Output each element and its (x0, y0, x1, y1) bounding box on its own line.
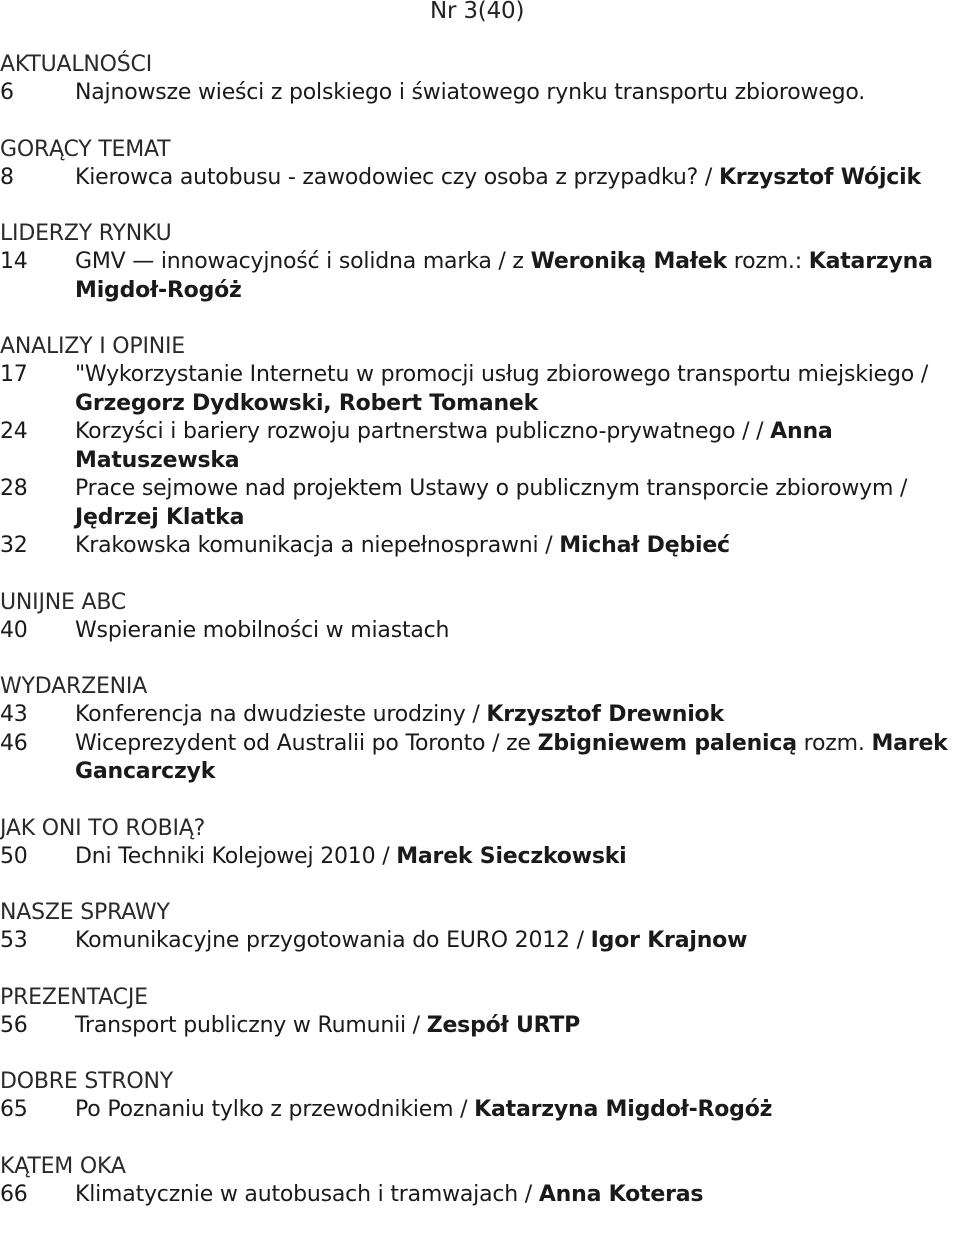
section-title: WYDARZENIA (0, 674, 148, 699)
article-author: Anna Koteras (538, 1181, 704, 1207)
interviewer: Katarzyna Migdoł-Rogóż (75, 249, 933, 303)
interviewer-prefix: rozm. (803, 730, 865, 756)
page-number: 56 (0, 1012, 28, 1038)
section-title: KĄTEM OKA (0, 1153, 126, 1179)
page-number: 28 (0, 476, 28, 501)
article-author: Anna Matuszewska (75, 419, 833, 473)
section-title: LIDERZY RYNKU (0, 221, 172, 246)
page-number: 46 (0, 730, 28, 756)
section-liderzy-rynku (0, 219, 960, 305)
toc-entry[interactable] (0, 1012, 960, 1041)
article-author: Marek Sieczkowski (396, 843, 627, 869)
section-goracy-temat (0, 135, 960, 193)
section-wydarzenia (0, 672, 960, 787)
section-title: GORĄCY TEMAT (0, 136, 171, 162)
section-katem-oka (0, 1152, 960, 1210)
section-title: AKTUALNOŚCI (0, 52, 153, 77)
section-title: ANALIZY I OPINIE (0, 334, 186, 359)
toc-entry[interactable] (0, 532, 960, 561)
section-prezentacje (0, 983, 960, 1041)
article-title: Korzyści i bariery rozwoju partnerstwa publiczno-prywatnego / / Anna Matuszewska (75, 419, 833, 473)
section-aktualnosci (0, 50, 960, 108)
toc-entry[interactable] (0, 1096, 960, 1125)
article-author: Michał Dębieć (559, 533, 730, 558)
article-title: Najnowsze wieści z polskiego i światowego rynku transportu zbiorowego. (75, 80, 866, 105)
article-title: Konferencja na dwudzieste urodziny / Krzysztof Drewniok (75, 702, 724, 727)
page-number: 32 (0, 533, 28, 558)
page-number: 6 (0, 80, 14, 105)
toc-entry[interactable] (0, 927, 960, 956)
section-nasze-sprawy (0, 898, 960, 956)
page-number: 50 (0, 843, 28, 869)
article-author: Krzysztof Drewniok (486, 702, 724, 727)
article-title: Klimatycznie w autobusach i tramwajach / Anna Koteras (75, 1181, 704, 1207)
section-title: JAK ONI TO ROBIĄ? (0, 815, 206, 841)
article-title: GMV — innowacyjność i solidna marka / z Weroniką Małek rozm.: Katarzyna Migdoł-Rogóż (75, 249, 933, 303)
issue-number: Nr 3(40) (430, 0, 525, 24)
toc-entry[interactable] (0, 617, 960, 646)
toc-entry[interactable] (0, 418, 960, 475)
toc-entry[interactable] (0, 79, 960, 108)
page-number: 40 (0, 617, 28, 643)
article-title: "Wykorzystanie Internetu w promocji usług zbiorowego transportu miejskiego / Grzegorz Dydkowski, Robert Tomanek (75, 362, 929, 416)
section-jak-oni-to-robia (0, 814, 960, 872)
toc-entry[interactable] (0, 361, 960, 418)
toc-entry[interactable] (0, 701, 960, 730)
article-author: Grzegorz Dydkowski, Robert Tomanek (75, 390, 539, 416)
page-number: 14 (0, 249, 28, 274)
page-number: 65 (0, 1097, 28, 1122)
article-author: Jędrzej Klatka (75, 504, 245, 530)
article-author: Katarzyna Migdoł-Rogóż (474, 1097, 773, 1122)
article-title: Po Poznaniu tylko z przewodnikiem / Katarzyna Migdoł-Rogóż (75, 1097, 773, 1122)
toc-entry[interactable] (0, 475, 960, 532)
section-title: DOBRE STRONY (0, 1069, 174, 1094)
page-number: 8 (0, 164, 14, 190)
table-of-contents (0, 50, 960, 1236)
article-author: Zespół URTP (426, 1012, 581, 1038)
toc-entry[interactable] (0, 164, 960, 193)
toc-entry[interactable] (0, 843, 960, 872)
page-number: 24 (0, 419, 28, 444)
article-title: Wspieranie mobilności w miastach (75, 617, 450, 643)
article-author: Zbigniewem palenicą (537, 730, 797, 756)
page-number: 43 (0, 702, 28, 727)
section-title: UNIJNE ABC (0, 589, 127, 615)
toc-entry[interactable] (0, 1181, 960, 1210)
toc-entry[interactable] (0, 248, 960, 305)
interviewer-prefix: rozm.: (733, 249, 802, 274)
article-author: Weroniką Małek (530, 249, 727, 274)
section-title: NASZE SPRAWY (0, 900, 170, 925)
article-title: Dni Techniki Kolejowej 2010 / Marek Sieczkowski (75, 843, 627, 869)
section-dobre-strony (0, 1067, 960, 1125)
article-author: Krzysztof Wójcik (718, 164, 921, 190)
article-title: Komunikacyjne przygotowania do EURO 2012 / Igor Krajnow (75, 928, 748, 953)
article-title: Prace sejmowe nad projektem Ustawy o publicznym transporcie zbiorowym / Jędrzej Klatka (75, 476, 908, 530)
page-number: 17 (0, 362, 28, 387)
article-title: Krakowska komunikacja a niepełnosprawni / Michał Dębieć (75, 533, 730, 558)
article-author: Igor Krajnow (590, 928, 748, 953)
section-unijne-abc (0, 588, 960, 646)
section-title: PREZENTACJE (0, 984, 148, 1010)
interviewer: Marek Gancarczyk (75, 730, 948, 784)
toc-entry[interactable] (0, 730, 960, 787)
article-title: Kierowca autobusu - zawodowiec czy osoba z przypadku? / Krzysztof Wójcik (75, 164, 921, 190)
section-analizy-i-opinie (0, 332, 960, 561)
article-title: Transport publiczny w Rumunii / Zespół URTP (75, 1012, 581, 1038)
page-number: 66 (0, 1181, 28, 1207)
article-title: Wiceprezydent od Australii po Toronto / ze Zbigniewem palenicą rozm. Marek Gancarczyk (75, 730, 948, 784)
page-number: 53 (0, 928, 28, 953)
